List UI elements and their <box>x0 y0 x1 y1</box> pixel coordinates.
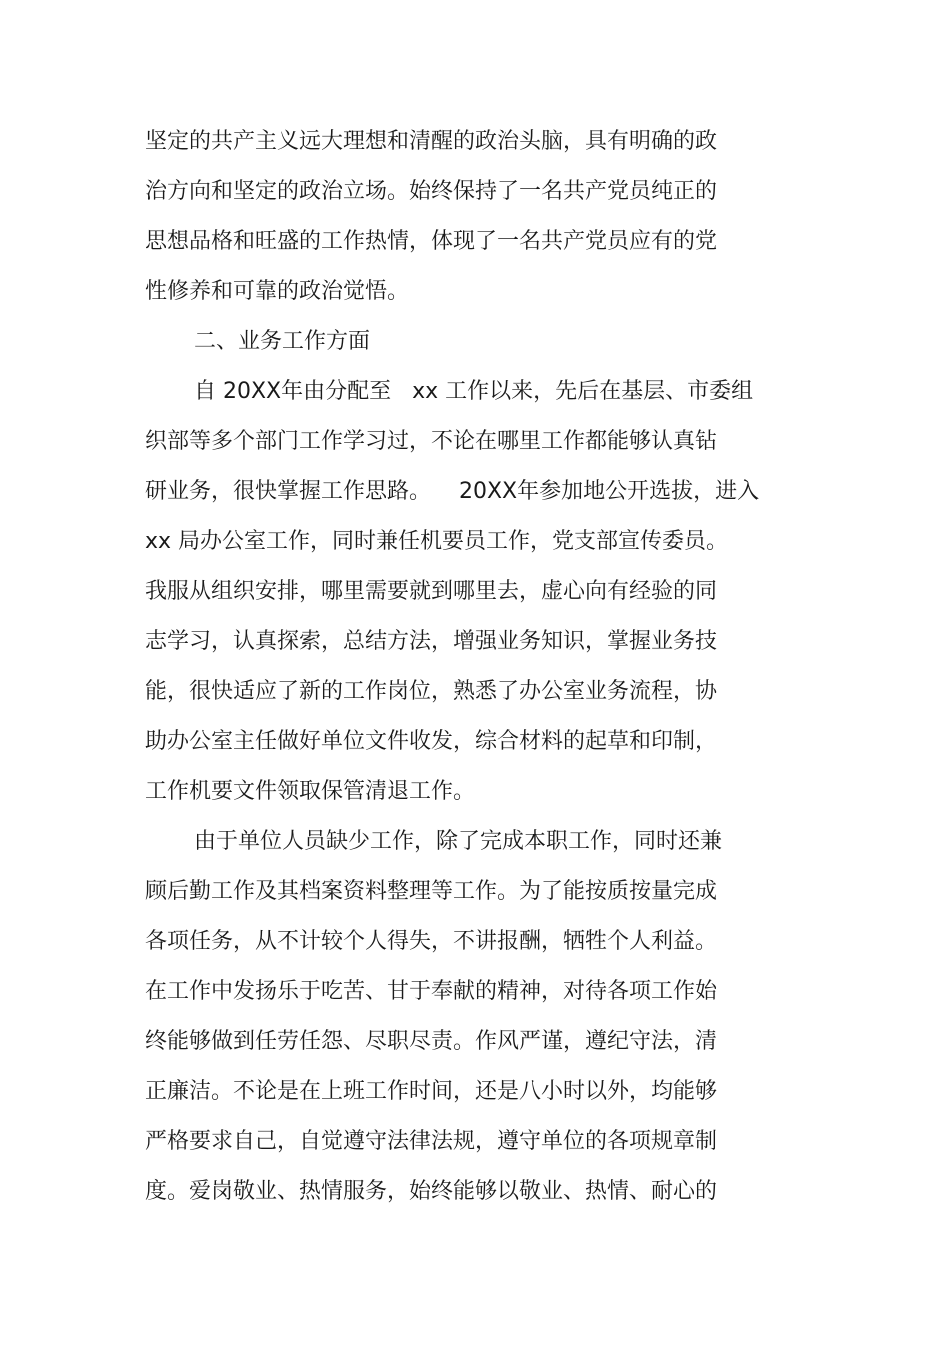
section-heading: 二、业务工作方面 <box>194 329 371 354</box>
text-line: 我服从组织安排，哪里需要就到哪里去，虚心向有经验的同 <box>145 579 718 604</box>
text-line: 志学习，认真探索，总结方法，增强业务知识，掌握业务技 <box>145 629 718 654</box>
text-line: 治方向和坚定的政治立场。始终保持了一名共产党员纯正的 <box>145 179 718 204</box>
text-line: 性修养和可靠的政治觉悟。 <box>145 279 410 304</box>
text-line: 正廉洁。不论是在上班工作时间，还是八小时以外，均能够 <box>145 1079 718 1104</box>
text-line: 织部等多个部门工作学习过，不论在哪里工作都能够认真钻 <box>145 429 718 454</box>
text-line: 在工作中发扬乐于吃苦、甘于奉献的精神，对待各项工作始 <box>145 979 718 1004</box>
text-line: 坚定的共产主义远大理想和清醒的政治头脑，具有明确的政 <box>145 129 718 154</box>
text-line: 严格要求自己，自觉遵守法律法规，遵守单位的各项规章制 <box>145 1129 718 1154</box>
text-line: 思想品格和旺盛的工作热情，体现了一名共产党员应有的党 <box>145 229 718 254</box>
text-line: 各项任务，从不计较个人得失，不讲报酬，牺牲个人利益。 <box>145 929 718 954</box>
text-line: 能，很快适应了新的工作岗位，熟悉了办公室业务流程，协 <box>145 679 718 704</box>
text-line: 工作机要文件领取保管清退工作。 <box>145 779 476 804</box>
text-line: xx 局办公室工作，同时兼任机要员工作，党支部宣传委员。 <box>145 529 729 554</box>
paragraph-start: 由于单位人员缺少工作，除了完成本职工作，同时还兼 <box>194 829 723 854</box>
text-line: 助办公室主任做好单位文件收发，综合材料的起草和印制， <box>145 729 718 754</box>
text-line: 度。爱岗敬业、热情服务，始终能够以敬业、热情、耐心的 <box>145 1179 718 1204</box>
text-line: 研业务，很快掌握工作思路。 20XX年参加地公开选拔，进入 <box>145 479 760 504</box>
text-line: 终能够做到任劳任怨、尽职尽责。作风严谨，遵纪守法，清 <box>145 1029 718 1054</box>
text-line: 顾后勤工作及其档案资料整理等工作。为了能按质按量完成 <box>145 879 718 904</box>
paragraph-start: 自 20XX年由分配至 xx 工作以来，先后在基层、市委组 <box>194 379 754 404</box>
